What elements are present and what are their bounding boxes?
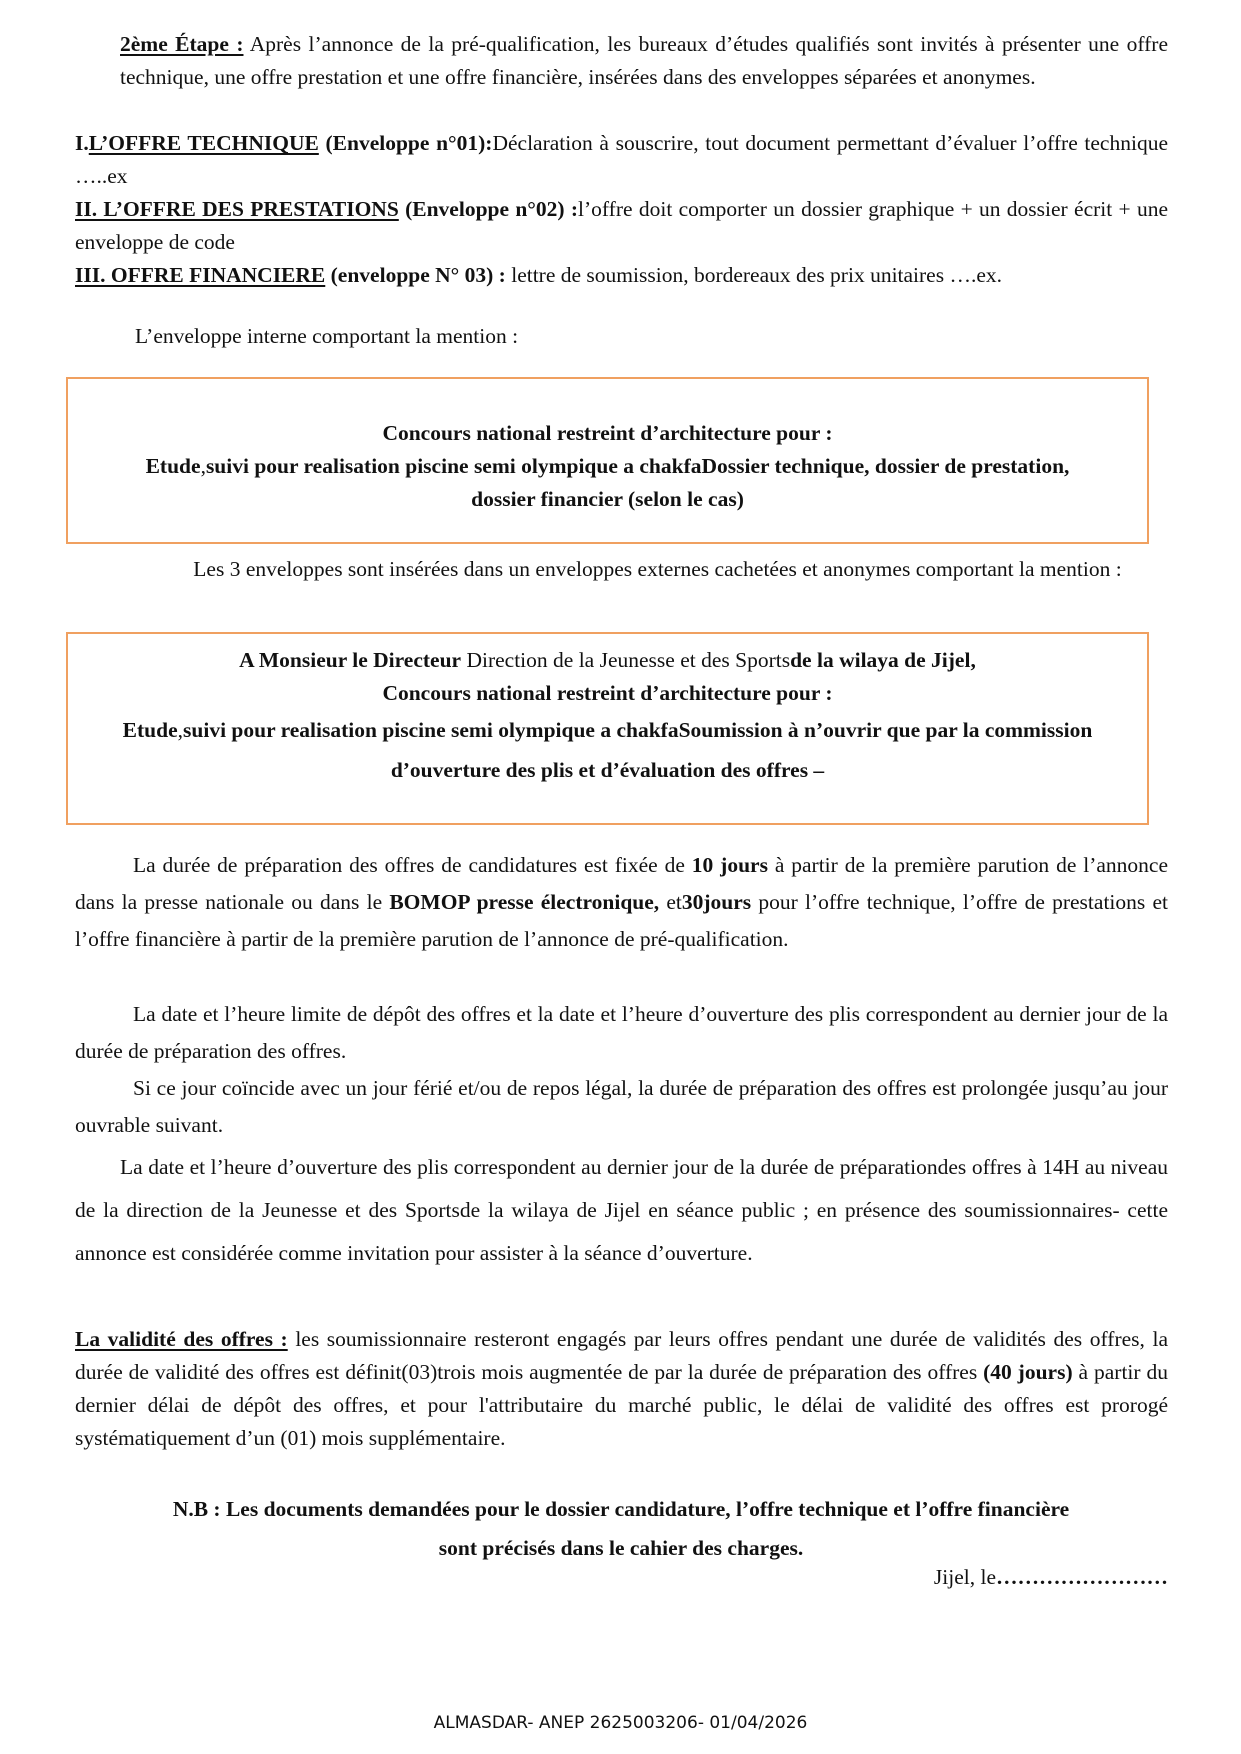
offer-title: II. L’OFFRE DES PRESTATIONS xyxy=(75,197,399,221)
addressee-wilaya: de la wilaya de Jijel, xyxy=(790,648,976,672)
validity-text: les soumissionnaire resteront engagés par leurs offres pendant une durée de validités des offres, la durée de validité des offres est définit(03)trois mois augmentée de par la durée de préparation des offres xyxy=(75,1327,1168,1384)
offer-envelope: (Enveloppe n°02) : xyxy=(398,197,579,221)
step2-paragraph xyxy=(120,28,1168,94)
addressee-direction: Direction de la Jeunesse et des Sports xyxy=(461,648,791,672)
signature-place: Jijel, le xyxy=(933,1565,996,1589)
outer-envelope-line2: Concours national restreint d’architecture pour : xyxy=(382,681,833,705)
nb-line1: N.B : Les documents demandées pour le dossier candidature, l’offre technique et l’offre financière xyxy=(172,1497,1070,1521)
signature-line xyxy=(934,1561,1168,1594)
duration-paragraph-4: La date et l’heure d’ouverture des plis correspondent au dernier jour de la durée de préparationdes offres à 14H au niveau de la direction de la Jeunesse et des Sportsde la wilaya de Jijel en séance public ; en présence des soumissionnaires- cette annonce est considérée comme invitation pour assister à la séance d’ouverture. xyxy=(75,1155,1168,1265)
signature-dots: …………………… xyxy=(996,1565,1168,1589)
step2-label: 2ème Étape : xyxy=(120,32,244,56)
validity-text: à partir du dernier délai de dépôt des offres, et pour l'attributaire du marché public, le délai de validité des offres est prorogé systématiquement d’un (01) mois supplémentaire. xyxy=(75,1360,1168,1450)
outer-envelope-intro: Les 3 enveloppes sont insérées dans un enveloppes externes cachetées et anonymes comportant la mention : xyxy=(193,557,1122,581)
inner-envelope-box xyxy=(66,377,1149,544)
step2-text: Après l’annonce de la pré-qualification, les bureaux d’études qualifiés sont invités à présenter une offre technique, une offre prestation et une offre financière, insérées dans des enveloppes séparées et anonymes. xyxy=(120,32,1168,89)
offer-envelope: (enveloppe N° 03) : xyxy=(325,263,506,287)
duration-text: à partir de la première parution de l’annonce dans la presse nationale ou dans le xyxy=(75,853,1168,914)
duration-paragraph-3: Si ce jour coïncide avec un jour férié et/ou de repos légal, la durée de préparation des offres est prolongée jusqu’au jour ouvrable suivant. xyxy=(75,1076,1168,1137)
outer-envelope-addressee xyxy=(68,644,1147,677)
offer-text: Déclaration à souscrire, tout document permettant d’évaluer l’offre technique …..ex xyxy=(75,131,1168,188)
nb-line2: sont précisés dans le cahier des charges. xyxy=(438,1536,804,1560)
duration-text: et xyxy=(659,890,682,914)
duration-text: pour l’offre technique, l’offre de prestations et l’offre financière à partir de la première parution de l’annonce de pré-qualification. xyxy=(75,890,1168,951)
validity-40-jours: (40 jours) xyxy=(983,1360,1073,1384)
addressee-title: A Monsieur le Directeur xyxy=(239,648,462,672)
offer-title: L’OFFRE TECHNIQUE xyxy=(88,131,319,155)
inner-envelope-line2 xyxy=(68,450,1147,516)
outer-envelope-comma: , xyxy=(177,718,184,742)
inner-envelope-intro: L’enveloppe interne comportant la mention : xyxy=(135,324,519,348)
footer-reference: ALMASDAR- ANEP 2625003206- 01/04/2026 xyxy=(433,1713,808,1733)
outer-envelope-etude: Etude xyxy=(122,718,178,742)
validity-label: La validité des offres : xyxy=(75,1327,288,1351)
bomop-label: BOMOP presse électronique, xyxy=(389,890,660,914)
offer-title: III. OFFRE FINANCIERE xyxy=(75,263,326,287)
offer-text: lettre de soumission, bordereaux des prix unitaires ….ex. xyxy=(505,263,1003,287)
outer-envelope-line3 xyxy=(68,710,1147,790)
duration-paragraph-1 xyxy=(75,847,1168,958)
offer-technique xyxy=(75,127,1168,193)
validity-paragraph xyxy=(75,1323,1168,1455)
offer-prefix: I. xyxy=(75,131,89,155)
outer-envelope-subject: suivi pour realisation piscine semi olympique a chakfaSoumission à n’ouvrir que par la commission d’ouverture des plis et d’évaluation des offres – xyxy=(183,718,1093,782)
offer-prestations xyxy=(75,193,1168,259)
duration-30-jours: 30jours xyxy=(681,890,752,914)
inner-envelope-subject: suivi pour realisation piscine semi olympique a chakfaDossier technique, dossier de prestation, dossier financier (selon le cas) xyxy=(205,454,1070,511)
duration-paragraph-2: La date et l’heure limite de dépôt des offres et la date et l’heure d’ouverture des plis correspondent au dernier jour de la durée de préparation des offres. xyxy=(75,1002,1168,1063)
duration-10-jours: 10 jours xyxy=(691,853,768,877)
offer-financiere xyxy=(75,259,1168,292)
inner-envelope-line1: Concours national restreint d’architecture pour : xyxy=(382,421,833,445)
inner-envelope-etude: Etude xyxy=(145,454,201,478)
offer-text: l’offre doit comporter un dossier graphique + un dossier écrit + une enveloppe de code xyxy=(75,197,1168,254)
nb-note xyxy=(66,1490,1176,1568)
offer-envelope: (Enveloppe n°01): xyxy=(318,131,493,155)
inner-envelope-comma: , xyxy=(200,454,206,478)
outer-envelope-box xyxy=(66,632,1149,825)
duration-text: La durée de préparation des offres de candidatures est fixée de xyxy=(133,853,692,877)
